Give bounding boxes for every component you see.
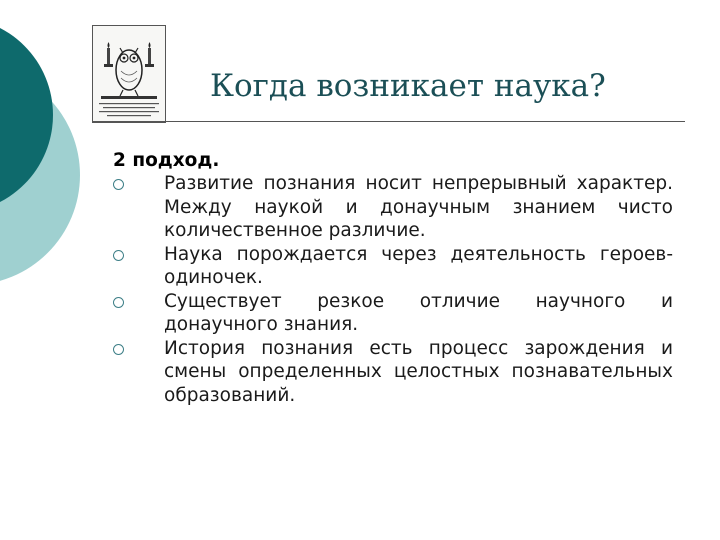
list-item [113,172,673,243]
circle-outline-icon [113,344,124,355]
circle-outline-icon [113,297,124,308]
bullet-text: Развитие познания носит непрерывный характер. Между наукой и донаучным знанием чисто количественное различие. [164,173,673,241]
list-item [113,337,673,408]
owl-engraving-image [92,25,166,123]
bullet-text: История познания есть процесс зарождения и смены определенных целостных познавательных образований. [164,337,673,406]
bullet-list [113,172,673,407]
slide-content [113,149,673,407]
owl-engraving-icon [93,26,165,122]
list-item [113,243,673,290]
approach-heading: 2 подход. [113,150,220,171]
slide-title: Когда возникает наука? [210,68,606,104]
circle-outline-icon [113,179,124,190]
bullet-text: Наука порождается через деятельность героев-одиночек. [164,243,673,288]
list-item [113,290,673,337]
bullet-text: Существует резкое отличие научного и донаучного знания. [164,290,673,335]
circle-outline-icon [113,250,124,261]
title-divider [92,121,685,122]
